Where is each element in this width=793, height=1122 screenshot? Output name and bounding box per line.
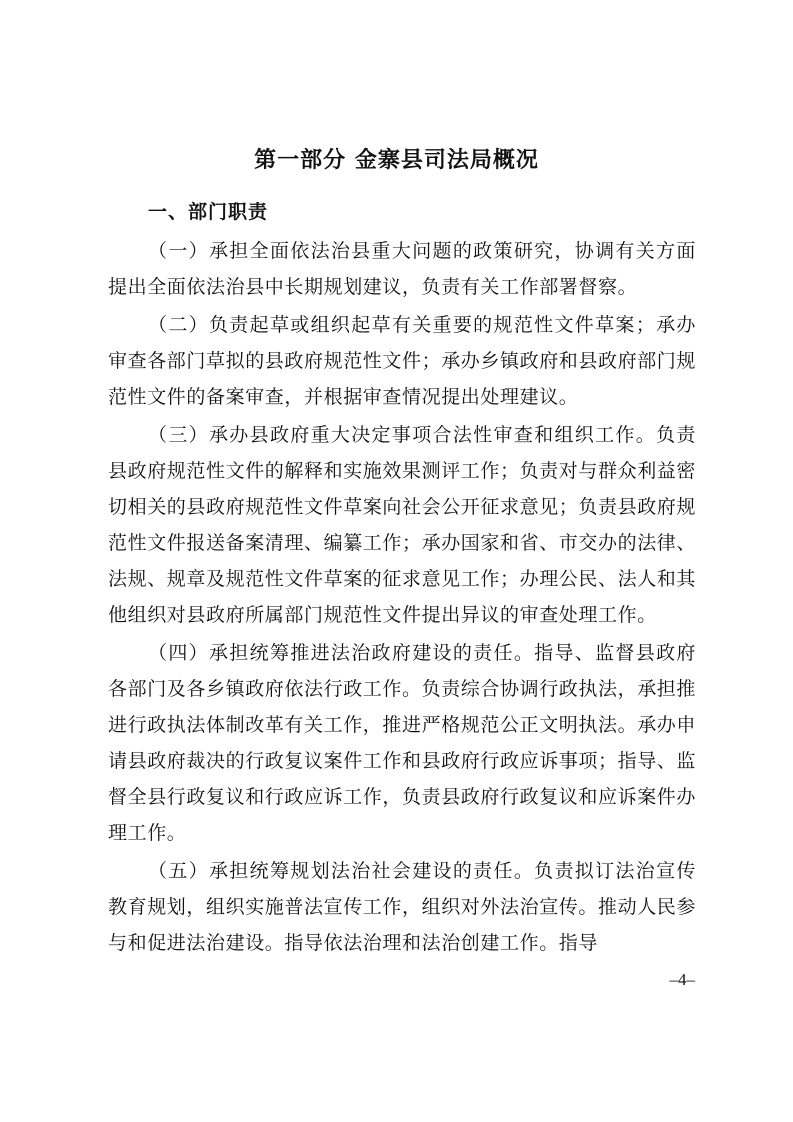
- paragraph-2: （二）负责起草或组织起草有关重要的规范性文件草案；承办审查各部门草拟的县政府规范性文件；承办乡镇政府和县政府部门规范性文件的备案审查，并根据审查情况提出处理建议。: [108, 314, 697, 408]
- paragraph-1: （一）承担全面依法治县重大问题的政策研究，协调有关方面提出全面依法治县中长期规划建议，负责有关工作部署督察。: [108, 240, 696, 298]
- paragraph-4: （四）承担统筹推进法治政府建设的责任。指导、监督县政府各部门及各乡镇政府依法行政工作。负责综合协调行政执法，承担推进行政执法体制改革有关工作，推进严格规范公正文明执法。承办申请县政府裁决的行政复议案件工作和县政府行政应诉事项；指导、监督全县行政复议和行政应诉工作，负责县政府行政复议和应诉案件办理工作。: [108, 642, 697, 844]
- page-title: 第一部分 金寨县司法局概况: [254, 148, 539, 173]
- page-number: –4–: [669, 970, 695, 989]
- paragraph-5: （五）承担统筹规划法治社会建设的责任。负责拟订法治宣传教育规划，组织实施普法宣传工作，组织对外法治宣传。推动人民参与和促进法治建设。指导依法治理和法治创建工作。指导: [108, 860, 697, 954]
- section-heading: 一、部门职责: [148, 201, 269, 223]
- document-body: [108, 233, 696, 961]
- paragraph-3: （三）承办县政府重大决定事项合法性审查和组织工作。负责县政府规范性文件的解释和实施效果测评工作；负责对与群众利益密切相关的县政府规范性文件草案向社会公开征求意见；负责县政府规范性文件报送备案清理、编纂工作；承办国家和省、市交办的法律、法规、规章及规范性文件草案的征求意见工作；办理公民、法人和其他组织对县政府所属部门规范性文件提出异议的审查处理工作。: [108, 424, 697, 626]
